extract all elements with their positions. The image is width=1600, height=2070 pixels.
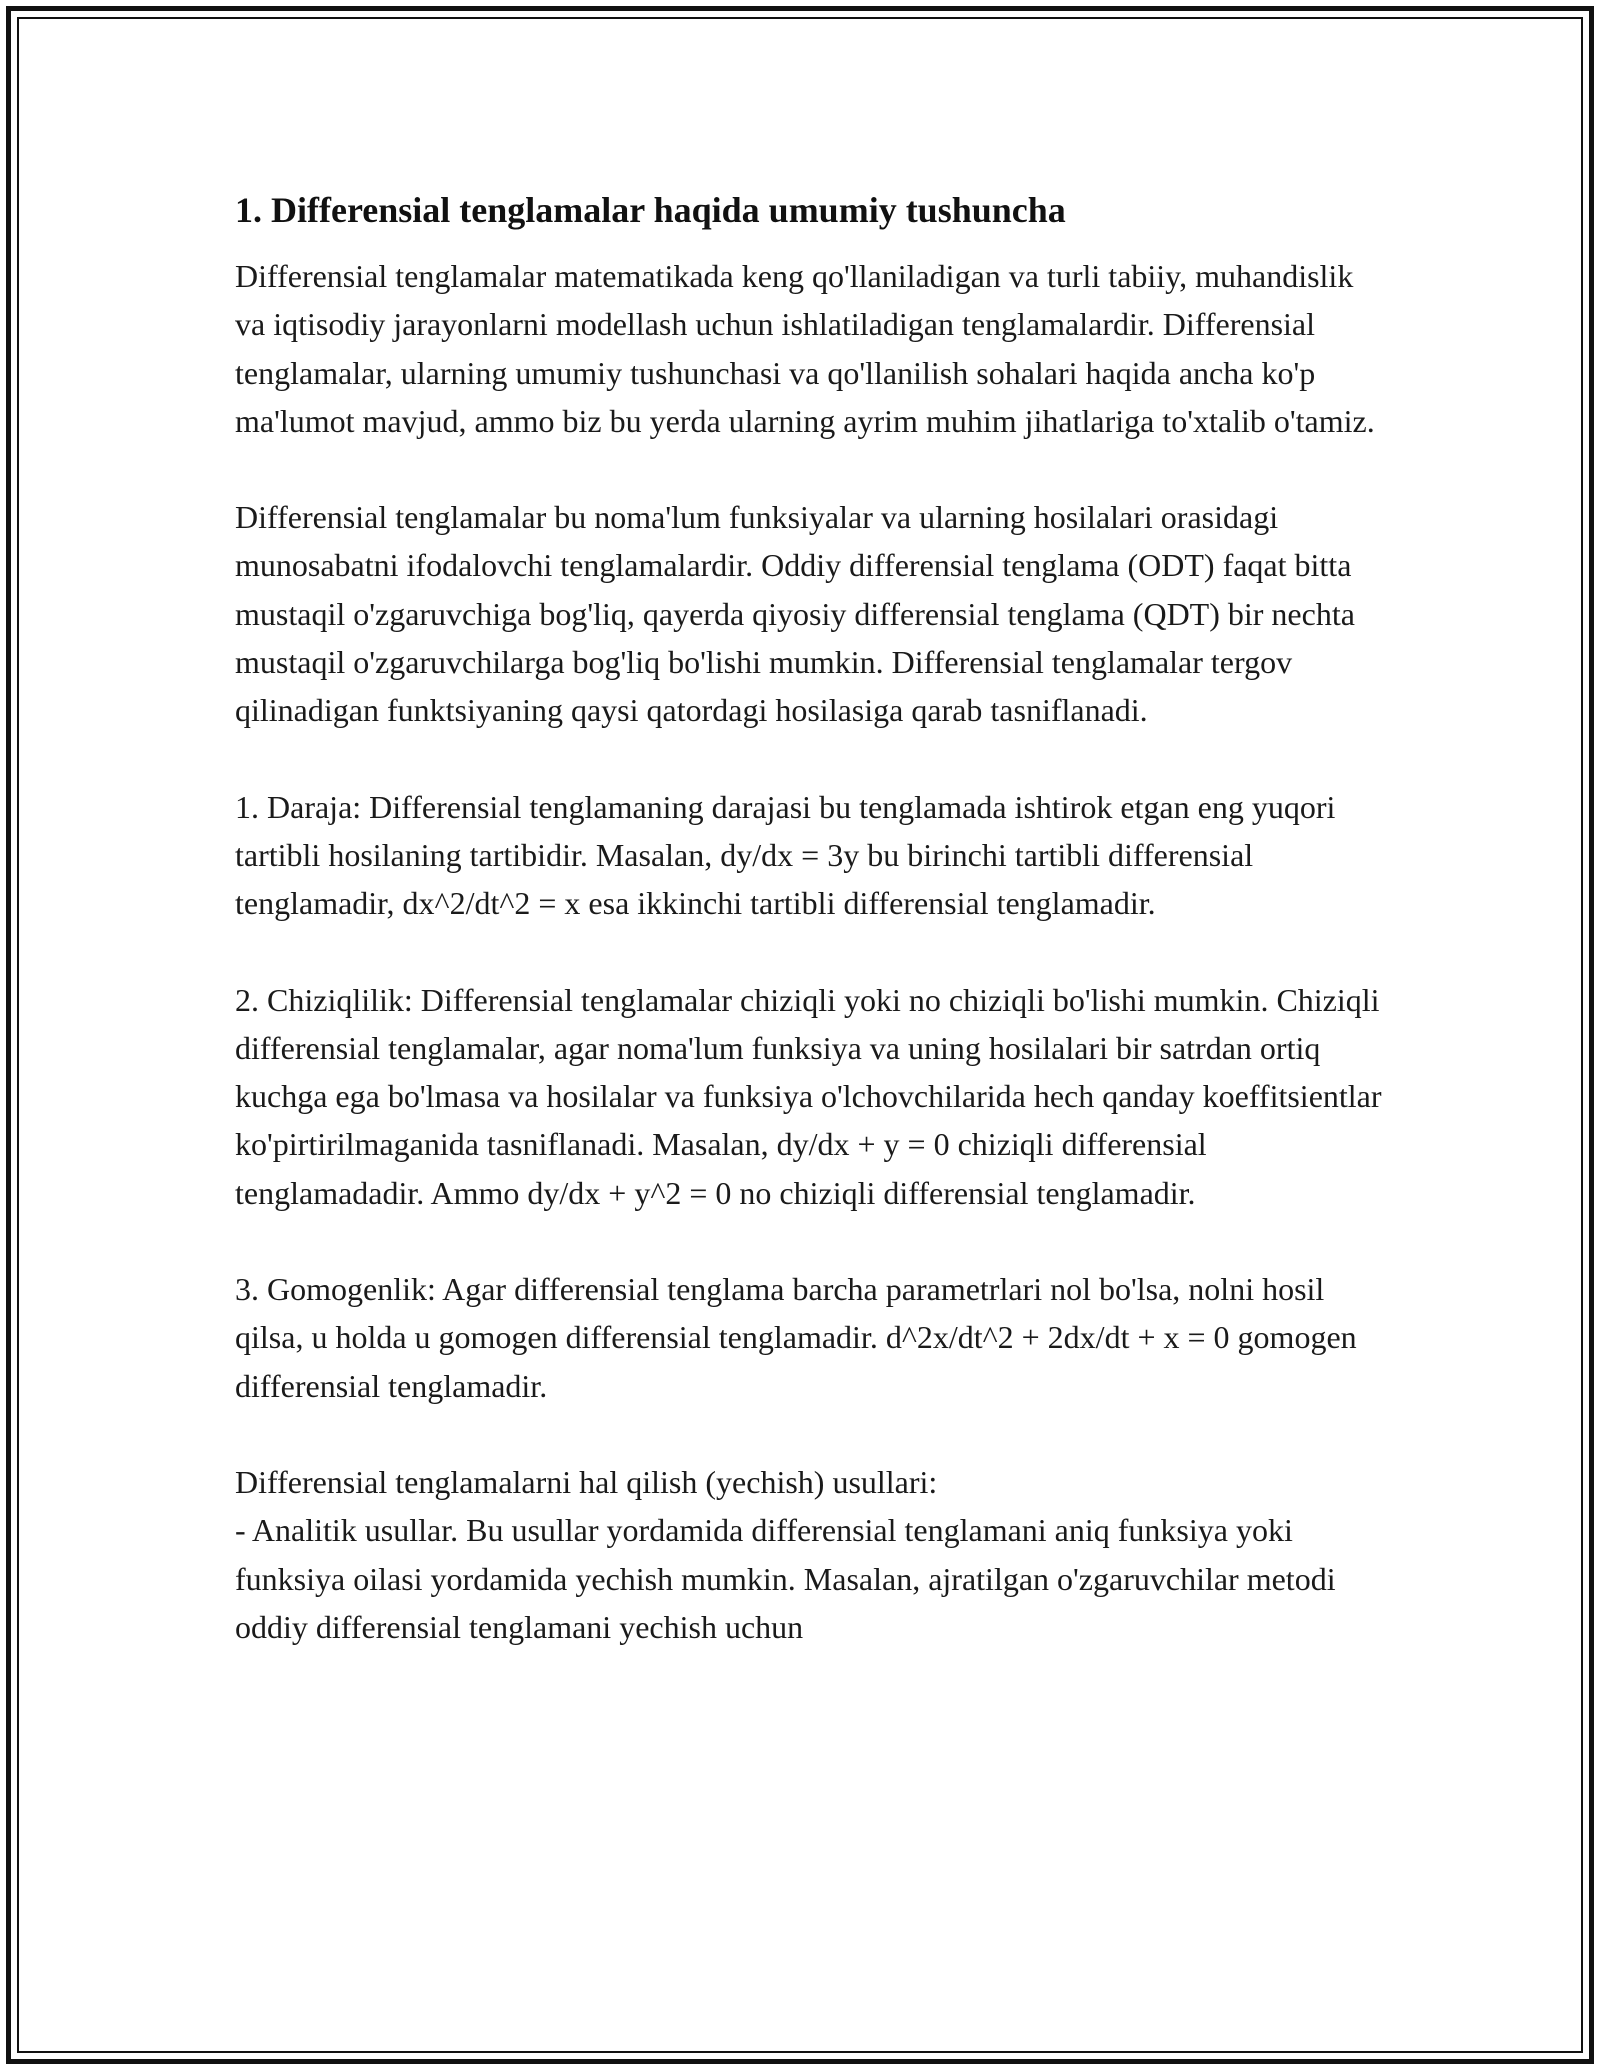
spacer: [235, 1410, 1385, 1458]
document-body: [235, 186, 1385, 1651]
section-heading: 1. Differensial tenglamalar haqida umumiy tushuncha: [235, 190, 1066, 230]
methods-title: Differensial tenglamalarni hal qilish (yechish) usullari:: [235, 1463, 938, 1500]
spacer: [235, 445, 1385, 493]
spacer: [235, 234, 1385, 252]
paragraph-definition: Differensial tenglamalar bu noma'lum funksiyalar va ularning hosilalari orasidagi munosabatni ifodalovchi tenglamalardir. Oddiy differensial tenglama (ODT) faqat bitta mustaqil o'zgaruvchiga bog'liq, qayerda qiyosiy differensial tenglama (QDT) bir nechta mustaqil o'zgaruvchilarga bog'liq bo'lishi mumkin. Differensial tenglamalar tergov qilinadigan funktsiyaning qaysi qatordagi hosilasiga qarab tasniflanadi.: [235, 499, 1355, 729]
spacer: [235, 1217, 1385, 1265]
paragraph-intro: Differensial tenglamalar matematikada keng qo'llaniladigan va turli tabiiy, muhandislik va iqtisodiy jarayonlarni modellash uchun ishlatiladigan tenglamalardir. Differensial tenglamalar, ularning umumiy tushunchasi va qo'llanilish sohalari haqida ancha ko'p ma'lumot mavjud, ammo biz bu yerda ularning ayrim muhim jihatlariga to'xtalib o'tamiz.: [235, 258, 1375, 439]
spacer: [235, 928, 1385, 976]
paragraph-order: 1. Daraja: Differensial tenglamaning darajasi bu tenglamada ishtirok etgan eng yuqori tartibli hosilaning tartibidir. Masalan, dy/dx = 3y bu birinchi tartibli differensial tenglamadir, dx^2/dt^2 = x esa ikkinchi tartibli differensial tenglamadir.: [235, 788, 1336, 922]
paragraph-linearity: 2. Chiziqlilik: Differensial tenglamalar chiziqli yoki no chiziqli bo'lishi mumkin. Chiziqli differensial tenglamalar, agar noma'lum funksiya va uning hosilalari bir satrdan ortiq kuchga ega bo'lmasa va hosilalar va funksiya o'lchovchilarida hech qanday koeffitsientlar ko'pirtirilmaganida tasniflanadi. Masalan, dy/dx + y = 0 chiziqli differensial tenglamadadir. Ammo dy/dx + y^2 = 0 no chiziqli differensial tenglamadir.: [235, 981, 1382, 1211]
methods-item-analytic: - Analitik usullar. Bu usullar yordamida differensial tenglamani aniq funksiya yoki funksiya oilasi yordamida yechish mumkin. Masalan, ajratilgan o'zgaruvchilar metodi oddiy differensial tenglamani yechish uchun: [235, 1512, 1336, 1645]
paragraph-homogeneity: 3. Gomogenlik: Agar differensial tenglama barcha parametrlari nol bo'lsa, nolni hosil qilsa, u holda u gomogen differensial tenglamadir. d^2x/dt^2 + 2dx/dt + x = 0 gomogen differensial tenglamadir.: [235, 1271, 1357, 1404]
spacer: [235, 735, 1385, 783]
